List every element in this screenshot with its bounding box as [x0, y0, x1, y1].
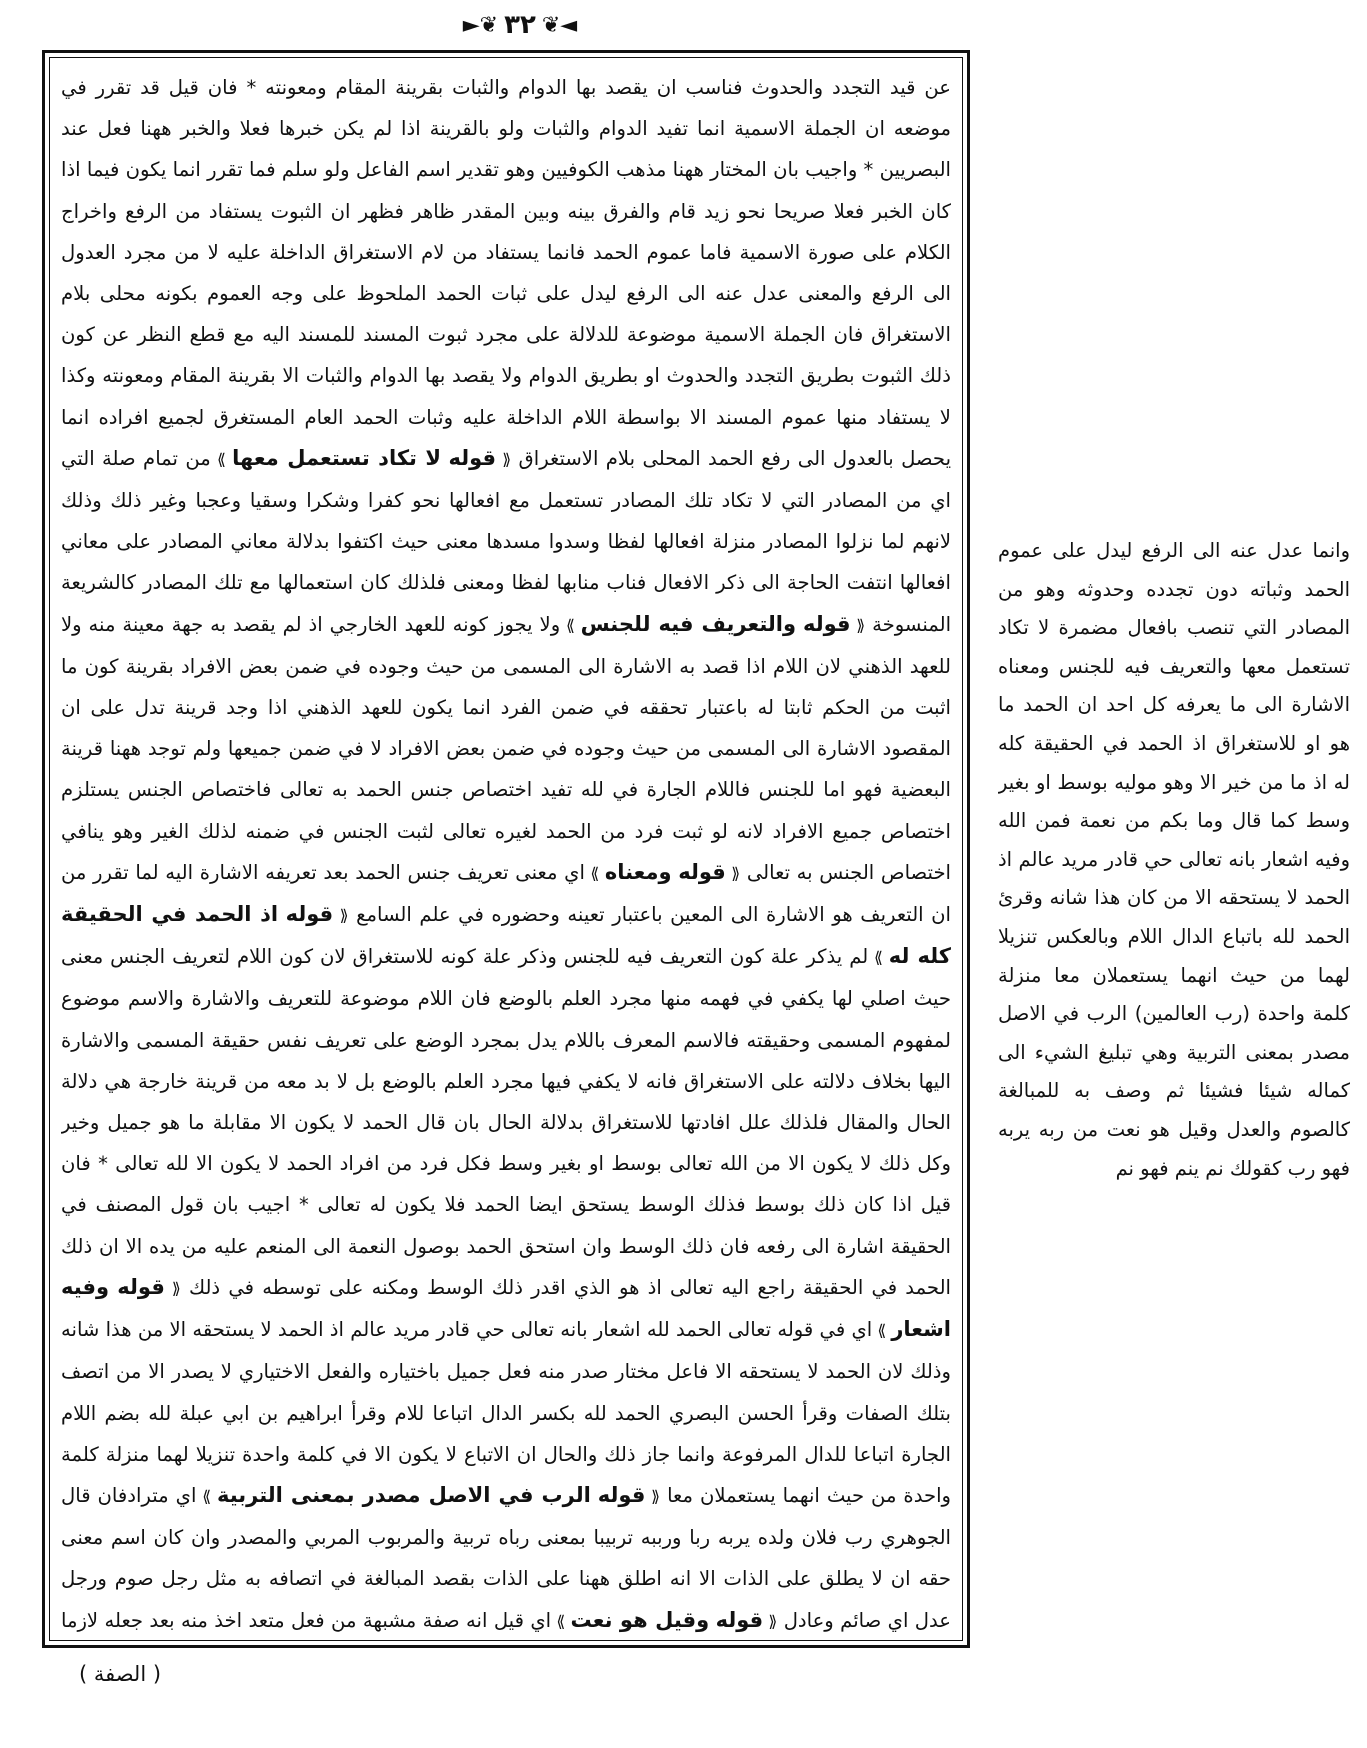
- main-paragraph: اي مترادفان قال الجوهري رب فلان ولده يربه ربا ورببه تربيبا بمعنى رباه تربية والمربوب المربي والمصدر وان كان اسم معنى حقه ان لا يطلق على الذات الا انه اطلق ههنا على الذات بقصد المبالغة في اتصافه به مثل رجل صوم ورجل عدل اي صائم وعادل: [61, 1483, 951, 1632]
- lemma-label: قوله: [597, 1482, 646, 1507]
- main-paragraph: اي قيل انه صفة مشبهة من فعل متعد اخذ منه بعد جعله لازما: [61, 1608, 552, 1632]
- lemma-label: قوله: [448, 445, 496, 470]
- lemma-text: وفيه اشعار: [61, 1274, 951, 1342]
- page-number: [440, 6, 600, 44]
- lemma-bracket-icon: ⟪: [725, 863, 741, 883]
- lemma-bracket-icon: ⟪: [164, 1278, 181, 1298]
- footer-catchword: ( الصفة ): [78, 1662, 162, 1686]
- lemma-text: لا تكاد تستعمل معها: [232, 445, 442, 470]
- lemma-label: قوله: [802, 611, 851, 636]
- lemma-bracket-icon: ⟫: [196, 1486, 217, 1506]
- lemma-bracket-icon: ⟫: [868, 948, 889, 968]
- main-text-frame: [42, 50, 970, 1648]
- lemma-text: وقيل هو نعت: [570, 1607, 710, 1632]
- ornament-icon: ◄❦: [541, 12, 578, 38]
- main-text-body: [61, 67, 951, 1633]
- lemma-bracket-icon: ⟪: [496, 449, 512, 469]
- lemma-bracket-icon: ⟫: [560, 615, 581, 635]
- page-number-text: ٣٢: [504, 10, 536, 40]
- lemma-label: قوله: [678, 859, 726, 884]
- lemma-text: اذ الحمد في الحقيقة كله له: [61, 902, 951, 969]
- lemma-label: قوله: [715, 1607, 764, 1632]
- lemma-bracket-icon: ⟫: [551, 1611, 571, 1631]
- main-paragraph: ولا يجوز كونه للعهد الخارجي اذ لم يقصد به جهة معينة منه ولا للعهد الذهني لان اللام اذا قصد به الاشارة الى المسمى من حيث وجوده في ضمن بعض الافراد بقرينة كون ما اثبت من الحكم ثابتا له باعتبار تحققه في ضمن الفرد انما يكون للعهد الذهني اذا وجد قرينة تدل على ان المقصود الاشارة الى المسمى من حيث وجوده في ضمن بعض الافراد لا في ضمن جميعها ولم توجد ههنا قرينة البعضية فهو اما للجنس فاللام الجارة في لله تفيد اختصاص جنس الحمد به تعالى فاختصاص الجنس يستلزم اختصاص جميع الافراد لانه لو ثبت فرد من الحمد لغيره تعالى لثبت الجنس في ضمنه لذلك الغير وهو ينافي اختصاص الجنس به تعالى: [61, 612, 951, 884]
- lemma-bracket-icon: ⟫: [584, 863, 605, 883]
- lemma-bracket-icon: ⟪: [763, 1611, 778, 1631]
- lemma-text: الرب في الاصل مصدر بمعنى التربية: [216, 1482, 591, 1507]
- lemma-text: والتعريف فيه للجنس: [580, 611, 797, 636]
- lemma-label: قوله: [285, 902, 334, 927]
- lemma-bracket-icon: ⟫: [872, 1321, 892, 1341]
- lemma-text: ومعناه: [604, 859, 672, 884]
- main-paragraph: اي في قوله تعالى الحمد لله اشعار بانه تعالى حي قادر مريد عالم اذ الحمد لا يستحقه الا من هذا شانه وذلك لان الحمد لا يستحقه الا فاعل مختار صدر منه فعل جميل باختياره والفعل الاختياري لا يصدر الا من اتصف بتلك الصفات وقرأ الحسن البصري الحمد لله بكسر الدال اتباعا للام وقرأ ابراهيم بن ابي عبلة لله بضم اللام الجارة اتباعا للدال المرفوعة وانما جاز ذلك والحال ان الاتباع لا يكون الا في كلمة واحدة تنزيلا لهما منزلة كلمة واحدة من حيث انهما يستعملان معا: [61, 1318, 951, 1507]
- ornament-icon: ❦►: [462, 12, 499, 38]
- margin-text: وانما عدل عنه الى الرفع ليدل على عموم الحمد وثباته دون تجدده وحدوثه وهو من المصادر التي تنصب بافعال مضمرة لا تكاد تستعمل معها والتعريف فيه للجنس ومعناه الاشارة الى ما يعرفه كل احد ان الحمد ما هو او للاستغراق اذ الحمد في الحقيقة كله له اذ ما من خير الا وهو موليه بوسط او بغير وسط كما قال وما بكم من نعمة فمن الله وفيه اشعار بانه تعالى حي قادر مريد عالم اذ الحمد لا يستحقه الا من كان هذا شانه وقرئ الحمد لله باتباع الدال اللام وبالعكس تنزيلا لهما من حيث انهما يستعملان معا منزلة كلمة واحدة (رب العالمين) الرب في الاصل مصدر بمعنى التربية وهي تبليغ الشيء الى كماله شيئا فشيئا ثم وصف به للمبالغة كالصوم والعدل وقيل هو نعت من ربه يربه فهو رب كقولك نم ينم فهو نم: [998, 539, 1350, 1180]
- main-paragraph: عن قيد التجدد والحدوث فناسب ان يقصد بها الدوام والثبات بقرينة المقام ومعونته * فان قيل قد تقرر في موضعه ان الجملة الاسمية انما تفيد الدوام والثبات ولو بالقرينة اذا لم يكن خبرها فعلا والخبر ههنا فعل عند البصريين * واجيب بان المختار ههنا مذهب الكوفيين وهو تقدير اسم الفاعل ولو سلم فما تقرر انما يكون فيما اذا كان الخبر فعلا صريحا نحو زيد قام والفرق بينه وبين المقدر ظاهر فظهر ان الثبوت يستفاد من الرفع واخراج الكلام على صورة الاسمية فاما عموم الحمد فانما يستفاد من لام الاستغراق الداخلة عليه لا من مجرد العدول الى الرفع والمعنى عدل عنه الى الرفع ليدل على ثبات الحمد الملحوظ على وجه العموم بكونه محلى بلام الاستغراق فان الجملة الاسمية موضوعة للدلالة على مجرد ثبوت المسند للمسند اليه مع قطع النظر عن كون ذلك الثبوت بطريق التجدد والحدوث او بطريق الدوام ولا يقصد بها الدوام والثبات الا بقرينة المقام ومعونته وكذا لا يستفاد منها عموم المسند الا بواسطة اللام الداخلة عليه وثبات الحمد العام المستغرق لجميع افراده انما يحصل بالعدول الى رفع الحمد المحلى بلام الاستغراق: [61, 76, 951, 470]
- lemma-label: قوله: [117, 1274, 165, 1299]
- lemma-bracket-icon: ⟫: [210, 449, 233, 469]
- lemma-bracket-icon: ⟪: [333, 906, 349, 926]
- lemma-bracket-icon: ⟪: [645, 1486, 661, 1506]
- main-paragraph: من تمام صلة التي اي من المصادر التي لا تكاد تلك المصادر تستعمل مع افعالها نحو كفرا وشكرا وسقيا وعجبا وغير ذلك وذلك لانهم لما نزلوا المصادر منزلة افعالها لفظا وسدوا مسدها معنى حيث اكتفوا بدلالة معاني المصادر على معاني افعالها انتفت الحاجة الى ذكر الافعال فناب منابها لفظا ومعنى فلذلك كان استعمالها مع تلك المصادر كالشريعة المنسوخة: [61, 446, 951, 636]
- main-paragraph: اي معنى تعريف جنس الحمد بعد تعريفه الاشارة اليه لما تقرر من ان التعريف هو الاشارة الى المعين باعتبار تعينه وحضوره في علم السامع: [61, 860, 951, 927]
- lemma-bracket-icon: ⟪: [850, 615, 866, 635]
- main-paragraph: لم يذكر علة كون التعريف فيه للجنس وذكر علة كونه للاستغراق لان كون اللام لتعريف الجنس معنى حيث اصلي لها يكفي في فهمه منها مجرد العلم بالوضع فان اللام موضوعة للتعريف والاشارة والاسم موضوع لمفهوم المسمى وحقيقته فالاسم المعرف باللام يدل بمجرد الوضع على تعريف نفس حقيقة المسمى والاشارة اليها بخلاف دلالته على الاستغراق فانه لا يكفي فيها مجرد العلم بالوضع بل لا بد معه من قرينة خارجة هي دلالة الحال والمقال فلذلك علل افادتها للاستغراق بدلالة الحال بان قال الحمد لا يكون الا مقابلة ما هو جميل وخير وكل ذلك لا يكون الا من الله تعالى بوسط او بغير وسط فكل فرد من افراد الحمد لا يكون الا لله تعالى * فان قيل اذا كان ذلك بوسط فذلك الوسط يستحق ايضا الحمد فلا يكون له تعالى * اجيب بان قول المصنف في الحقيقة اشارة الى رفعه فان ذلك الوسط وان استحق الحمد بوصول النعمة الى المنعم عليه من يده الا ان ذلك الحمد في الحقيقة راجع اليه تعالى اذ هو الذي اقدر ذلك الوسط ومكنه على توسطه في ذلك: [61, 945, 951, 1299]
